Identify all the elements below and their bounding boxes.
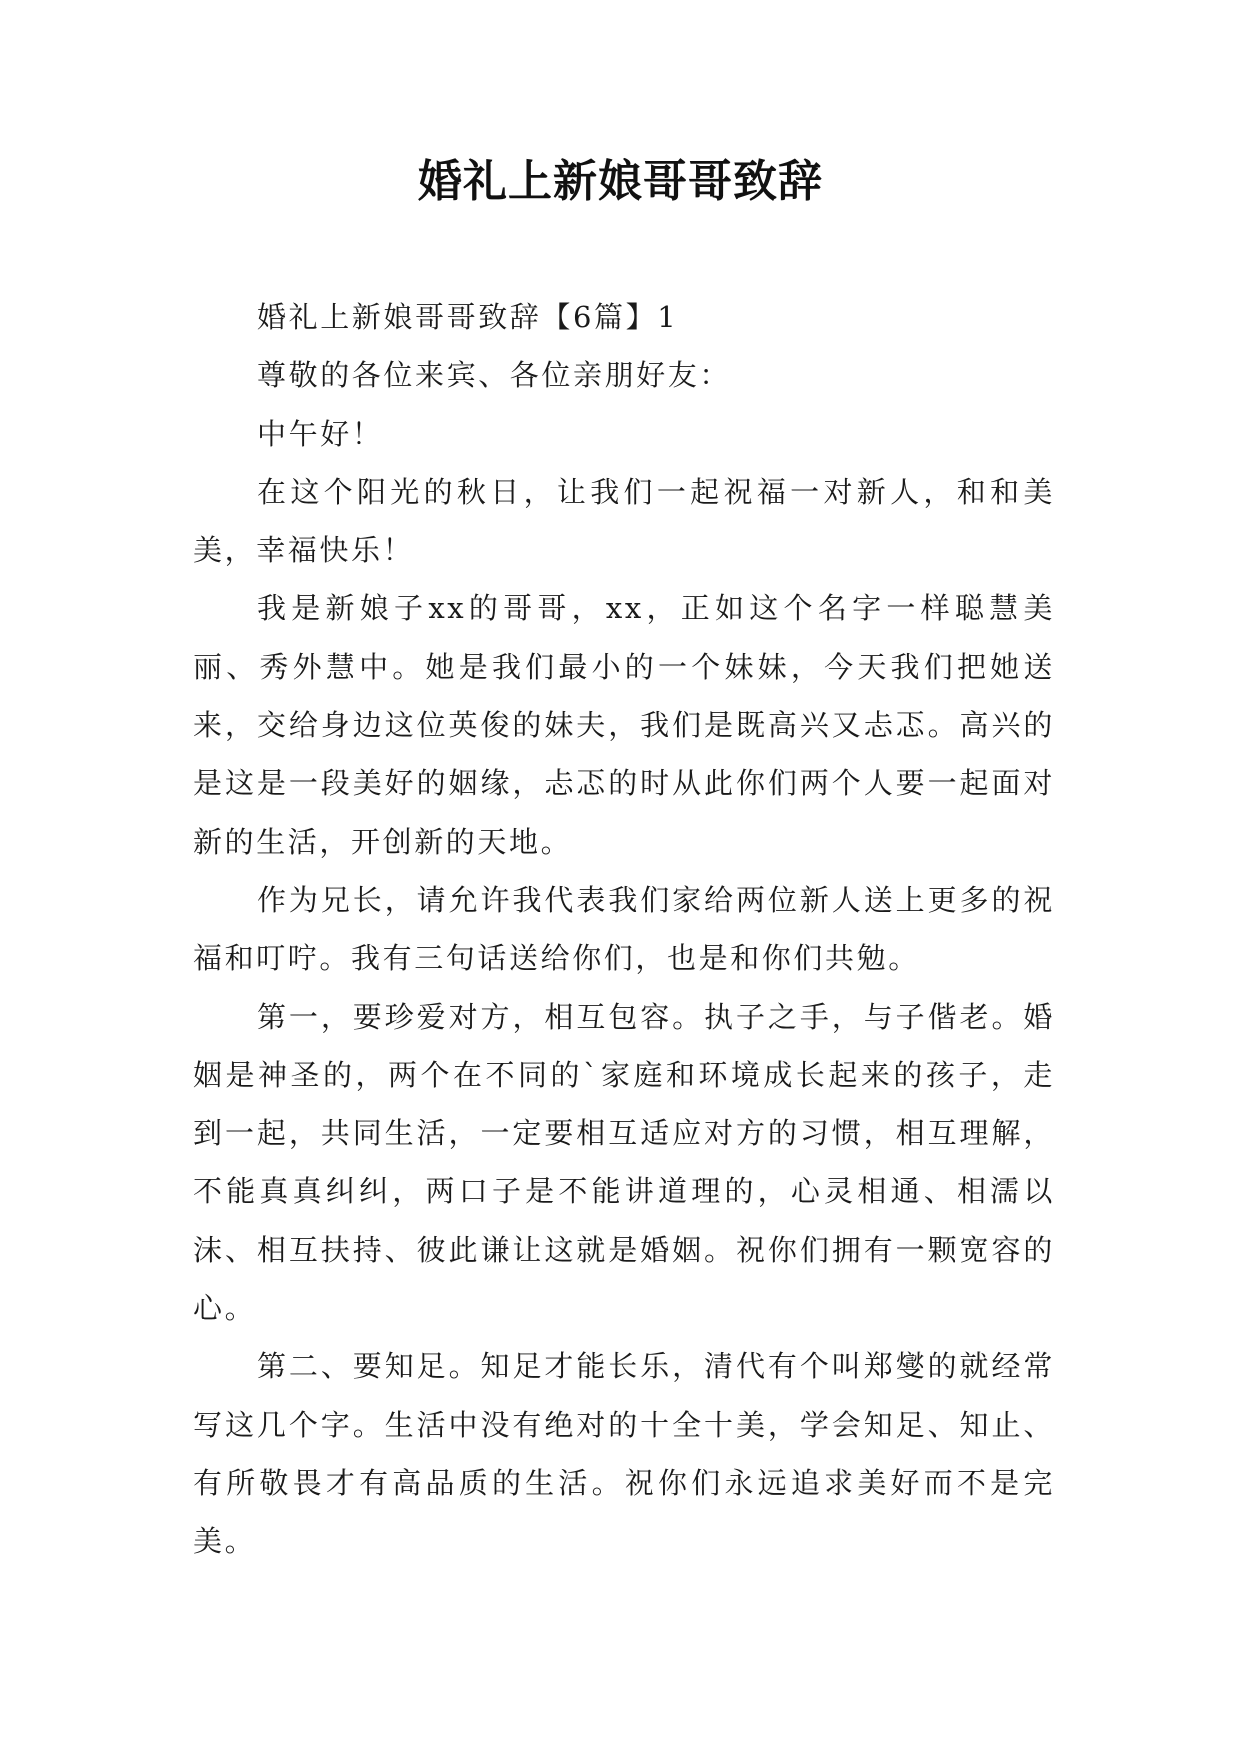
document-title: 婚礼上新娘哥哥致辞 — [418, 156, 823, 207]
greeting-paragraph: 中午好！ — [257, 416, 384, 451]
subtitle-paragraph: 婚礼上新娘哥哥致辞【6篇】1 — [257, 300, 679, 334]
body-paragraph: 第二、要知足。知足才能长乐，清代有个叫郑燮的就经常写这几个字。生活中没有绝对的十全十美，学会知足、知止、有所敬畏才有高品质的生活。祝你们永远追求美好而不是完美。 — [193, 1349, 1055, 1559]
body-paragraph: 在这个阳光的秋日，让我们一起祝福一对新人，和和美美，幸福快乐！ — [193, 474, 1055, 568]
salutation-paragraph: 尊敬的各位来宾、各位亲朋好友： — [257, 358, 732, 393]
document-body — [193, 288, 1055, 1571]
body-paragraph: 作为兄长，请允许我代表我们家给两位新人送上更多的祝福和叮咛。我有三句话送给你们，也是和你们共勉。 — [193, 882, 1055, 976]
body-paragraph: 我是新娘子xx的哥哥，xx，正如这个名字一样聪慧美丽、秀外慧中。她是我们最小的一个妹妹，今天我们把她送来，交给身边这位英俊的妹夫，我们是既高兴又忐忑。高兴的是这是一段美好的姻缘，忐忑的时从此你们两个人要一起面对新的生活，开创新的天地。 — [193, 591, 1055, 859]
body-paragraph: 第一，要珍爱对方，相互包容。执子之手，与子偕老。婚姻是神圣的，两个在不同的`家庭和环境成长起来的孩子，走到一起，共同生活，一定要相互适应对方的习惯，相互理解，不能真真纠纠，两口子是不能讲道理的，心灵相通、相濡以沫、相互扶持、彼此谦让这就是婚姻。祝你们拥有一颗宽容的心。 — [193, 999, 1055, 1326]
